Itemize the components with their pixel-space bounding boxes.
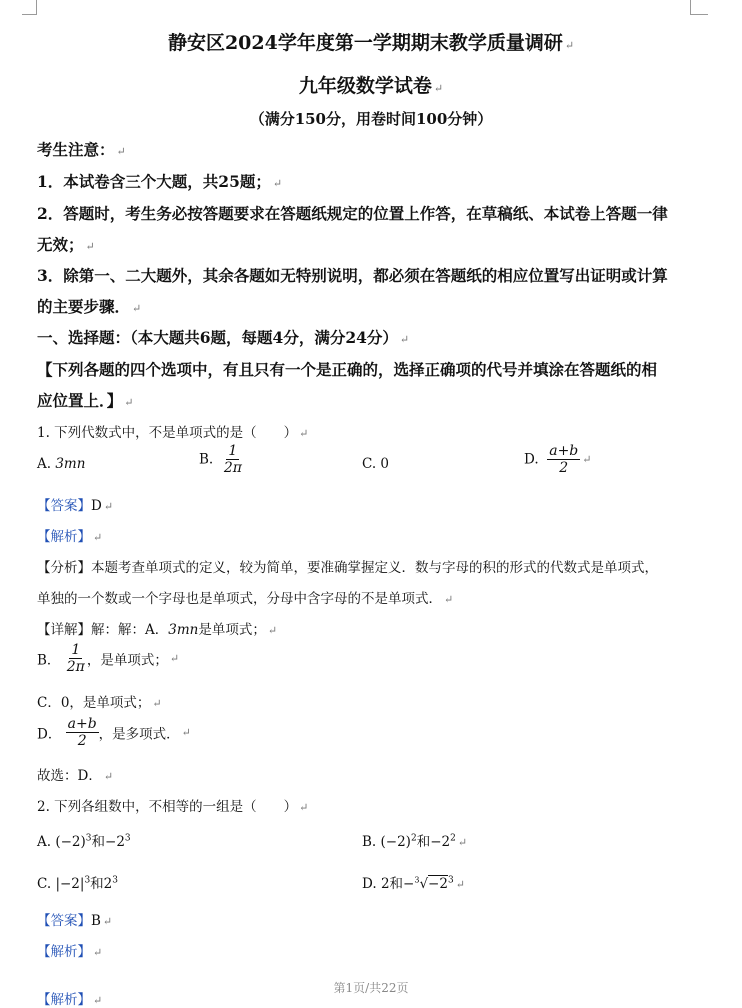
q2-option-c: C. $|-2|^3$和$2^3$ (37, 875, 118, 892)
document-subtitle: 九年级数学试卷 ↵ (298, 75, 444, 97)
document-title: 静安区2024学年度第一学期期末教学质量调研 ↵ (167, 32, 575, 54)
q2-jiexi-2: 【解析】 ↵ (37, 988, 102, 1008)
page-footer: 第1页/共22页 (333, 981, 409, 995)
fraction: $\frac{a+b}{2}$ (67, 716, 97, 750)
section-instruction-cont: 应位置上．】 ↵ (37, 391, 134, 410)
crop-mark-right-v (690, 0, 691, 14)
q1-answer: 【答案】D ↵ (37, 498, 114, 514)
notice-item-2: 2．答题时，考生务必按答题要求在答题纸规定的位置上作答，在草稿纸、本试卷上答题一律 (37, 204, 668, 223)
q1-fenxi-cont: 单独的一个数或一个字母也是单项式，分母中含字母的不是单项式． ↵ (37, 591, 454, 607)
q2-stem: 2. 下列各组数中，不相等的一组是（ ） ↵ (37, 799, 309, 815)
crop-mark-right-h (690, 14, 708, 15)
q1-stem: 1. 下列代数式中，不是单项式的是（ ） ↵ (37, 425, 309, 441)
crop-mark-left-h (22, 14, 37, 15)
q1-xiangjie-b: B． $\frac{1}{2\pi}$ ，是单项式； ↵ (37, 642, 180, 676)
fraction: $\frac{a+b}{2}$ (549, 443, 579, 477)
notice-item-3: 3．除第一、二大题外，其余各题如无特别说明，都必须在答题纸的相应位置写出证明或计算 (37, 266, 668, 285)
notice-item-1: 1．本试卷含三个大题，共25题； ↵ (37, 172, 283, 191)
q2-option-b: B. $(-2)^2$和$-2^2$ ↵ (362, 833, 468, 850)
q2-option-d: D. 2和$-^3√-2^3$ ↵ (362, 875, 465, 892)
q1-xiangjie-d: D． $\frac{a+b}{2}$ ，是多项式． ↵ (37, 716, 191, 750)
crop-mark-left-v (36, 0, 37, 14)
q1-option-b: B. $\frac{1}{2\pi}$ (199, 443, 242, 477)
q1-choice: 故选：D． ↵ (37, 768, 114, 784)
q2-option-a: A. $(-2)^3$和$-2^3$ (37, 833, 131, 850)
q1-option-d: D. $\frac{a+b}{2}$ ↵ (524, 443, 592, 477)
q1-fenxi: 【分析】本题考查单项式的定义，较为简单，要准确掌握定义．数与字母的积的形式的代数式是单项式， (37, 560, 658, 576)
notice-item-2-cont: 无效； ↵ (37, 235, 95, 254)
fraction: $\frac{1}{2\pi}$ (66, 642, 85, 676)
notice-item-3-cont: 的主要步骤． ↵ (37, 297, 142, 316)
q1-xiangjie: 【详解】解：解：A．3mn是单项式； ↵ (37, 622, 278, 638)
radical-icon: √ (419, 876, 429, 892)
exam-meta: （满分150分，用卷时间100分钟） (249, 110, 493, 128)
q1-jiexi: 【解析】 ↵ (37, 529, 103, 545)
section-instruction: 【下列各题的四个选项中，有且只有一个是正确的，选择正确项的代号并填涂在答题纸的相 (37, 360, 658, 379)
fraction: $\frac{1}{2\pi}$ (223, 443, 242, 477)
q2-answer: 【答案】B ↵ (37, 913, 113, 929)
q1-xiangjie-c: C．0，是单项式； ↵ (37, 695, 162, 711)
q1-option-a: A. 3mn (37, 456, 86, 472)
section-heading: 一、选择题：（本大题共6题，每题4分，满分24分） ↵ (37, 328, 410, 347)
q1-option-c: C. 0 (362, 456, 390, 472)
q2-jiexi: 【解析】 ↵ (37, 944, 103, 960)
notice-heading: 考生注意： ↵ (37, 140, 126, 159)
